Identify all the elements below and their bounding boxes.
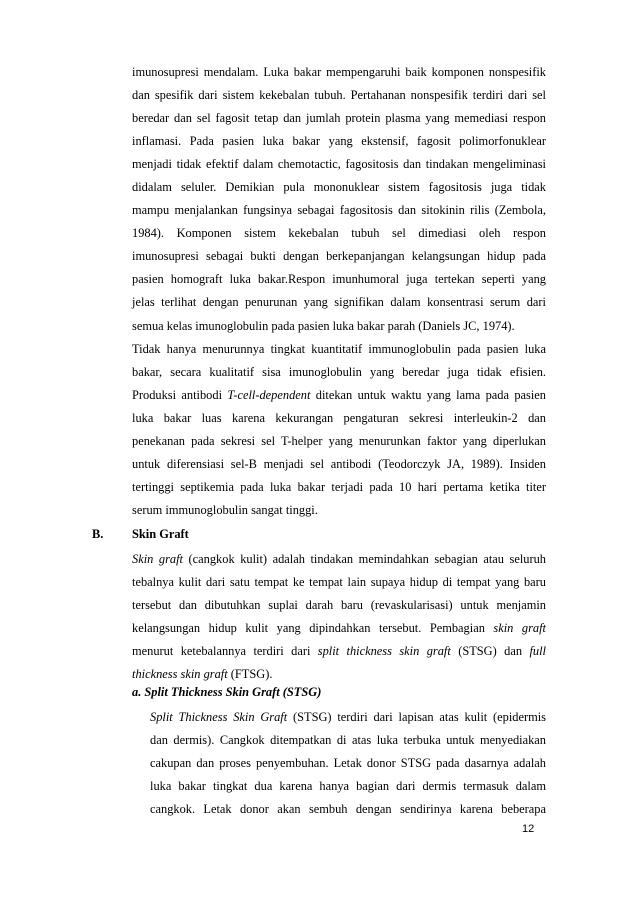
text-line: imunosupresi mendalam. Luka bakar mempengaruhi baik komponen nonspesifik <box>132 65 546 79</box>
text-line <box>132 663 546 686</box>
text-run: ditekan untuk waktu yang lama pada pasien <box>310 388 546 403</box>
paragraph-skin-graft <box>132 548 546 686</box>
paragraph-immunoglobulin <box>132 338 546 522</box>
text-line: luka bakar tingkat dua karena hanya bagian dari dermis termasuk dalam <box>150 779 546 794</box>
text-line: semua kelas imunoglobulin pada pasien luka bakar parah (Daniels JC, 1974). <box>132 318 515 333</box>
text-line: inflamasi. Pada pasien luka bakar yang ekstensif, fagosit polimorfonuklear <box>132 134 546 149</box>
text-line: serum immunoglobulin sangat tinggi. <box>132 503 318 518</box>
text-line <box>132 548 546 571</box>
text-run: Produksi antibodi <box>132 388 228 403</box>
text-line: pasien homograft luka bakar.Respon imunhumoral juga tertekan seperti yang <box>132 272 546 287</box>
text-run: (STSG) dan <box>450 644 530 659</box>
text-run: menurut ketebalannya terdiri dari <box>132 644 318 659</box>
text-line: tebalnya kulit dari satu tempat ke tempat lain supaya hidup di tempat yang baru <box>132 575 546 590</box>
text-line: mampu menjalankan fungsinya sebagai fagositosis dan sitokinin rilis (Zembola, <box>132 203 546 218</box>
text-run: kelangsungan hidup kulit yang dipindahkan tersebut. Pembagian <box>132 621 494 636</box>
text-line: didalam seluler. Demikian pula mononuklear sistem fagositosis juga tidak <box>132 180 546 195</box>
text-run: (cangkok kulit) adalah tindakan memindahkan sebagian atau seluruh <box>182 552 546 566</box>
text-line: dan spesifik dari sistem kekebalan tubuh. Pertahanan nonspesifik terdiri dari sel <box>132 88 546 103</box>
italic-term: split thickness skin graft <box>317 644 451 659</box>
paragraph-stsg <box>150 706 546 821</box>
text-line <box>132 384 546 407</box>
text-line: dan dermis). Cangkok ditempatkan di atas luka terbuka untuk menyediakan <box>150 733 546 748</box>
text-line: cangkok. Letak donor akan sembuh dengan sendirinya karena beberapa <box>150 802 546 817</box>
text-line: 1984). Komponen sistem kekebalan tubuh sel dimediasi oleh respon <box>132 226 546 241</box>
section-label: B. <box>92 527 104 541</box>
text-line: luka bakar luas karena kekurangan pengaturan sekresi interleukin-2 dan <box>132 411 546 426</box>
text-line <box>150 706 546 729</box>
paragraph-immunosuppression <box>132 61 546 338</box>
text-line: bakar, secara kualitatif sisa imunoglobulin yang beredar juga tidak efisien. <box>132 365 546 380</box>
text-line: tertinggi septikemia pada luka bakar terjadi pada 10 hari pertama ketika titer <box>132 480 546 495</box>
italic-term: T-cell-dependent <box>227 388 311 403</box>
text-line: tersebut dan dibutuhkan suplai darah baru (revaskularisasi) untuk menjamin <box>132 598 546 613</box>
text-line: beredar dan sel fagosit tetap dan jumlah protein plasma yang memediasi respon <box>132 111 546 126</box>
text-line: jelas terlihat dengan penurunan yang signifikan dalam konsentrasi serum dari <box>132 295 546 310</box>
text-line: penekanan pada sekresi sel T-helper yang menurunkan faktor yang diperlukan <box>132 434 546 449</box>
section-title: Skin Graft <box>132 527 189 541</box>
text-line: cakupan dan proses penyembuhan. Letak donor STSG pada dasarnya adalah <box>150 756 546 771</box>
text-run: (STSG) terdiri dari lapisan atas kulit (epidermis <box>287 710 547 724</box>
italic-term: Split Thickness Skin Graft <box>150 710 288 724</box>
text-line: menjadi tidak efektif dalam chemotactic, fagositosis dan tindakan mengeliminasi <box>132 157 546 172</box>
text-line: untuk diferensiasi sel-B menjadi sel antibodi (Teodorczyk JA, 1989). Insiden <box>132 457 546 472</box>
italic-term: full <box>529 644 546 659</box>
text-line <box>132 617 546 640</box>
subsection-heading: a. Split Thickness Skin Graft (STSG) <box>132 685 322 699</box>
text-line <box>132 640 546 663</box>
italic-term: Skin graft <box>132 552 183 566</box>
text-line: Tidak hanya menurunnya tingkat kuantitatif immunoglobulin pada pasien luka <box>132 342 546 356</box>
text-run: (FTSG). <box>227 667 273 682</box>
text-line: imunosupresi sebagai bukti dengan berkepanjangan kelangsungan hidup pada <box>132 249 546 264</box>
page-number: 12 <box>522 823 535 835</box>
italic-term: thickness skin graft <box>132 667 228 682</box>
italic-term: skin graft <box>493 621 546 636</box>
